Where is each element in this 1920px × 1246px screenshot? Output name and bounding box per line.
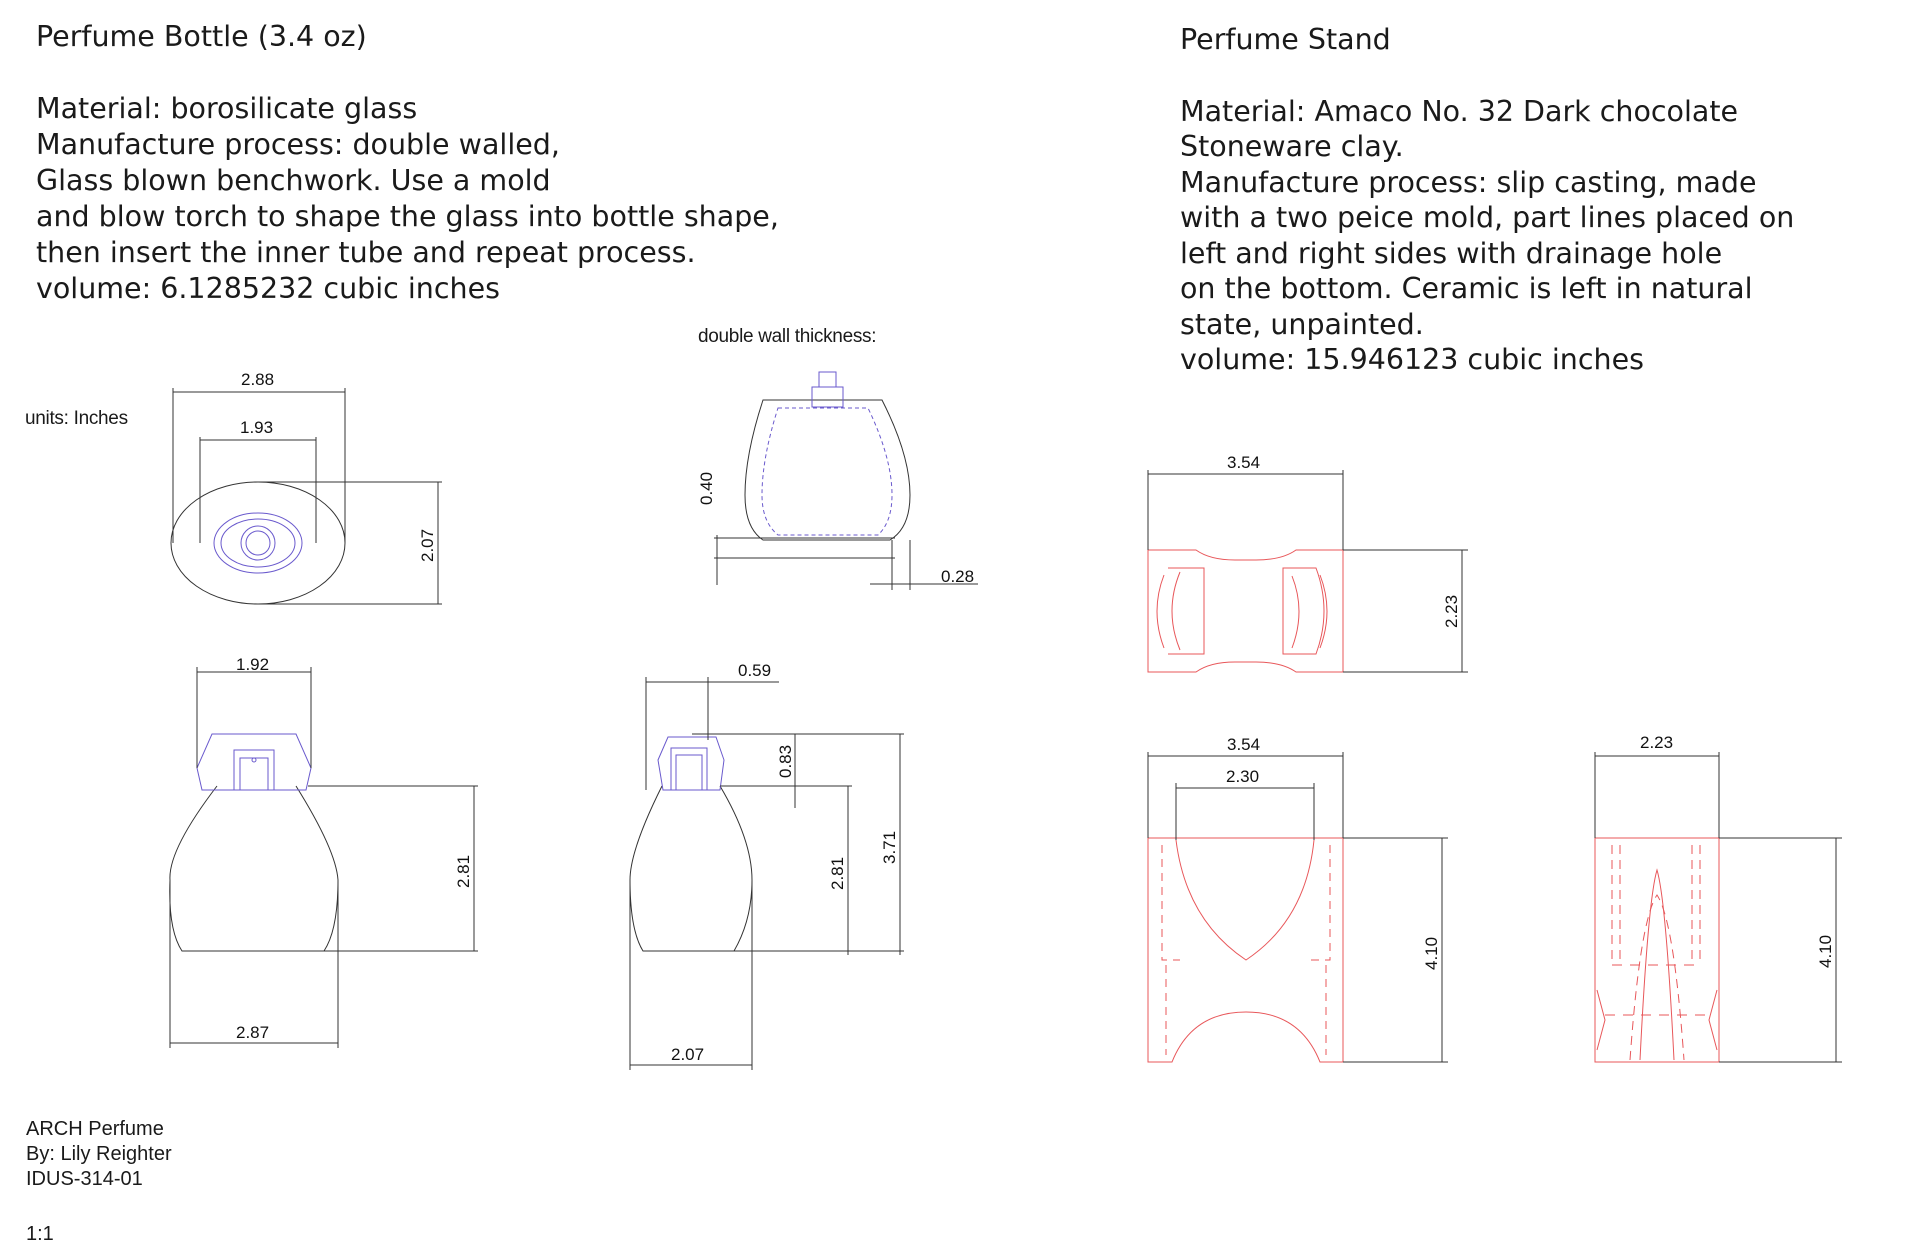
dim-stand-front-height: 4.10 [1422, 936, 1441, 970]
author-name: By: Lily Reighter [26, 1143, 172, 1165]
bottle-spec-line: and blow torch to shape the glass into bottle shape, [36, 200, 779, 233]
bottle-spec-line: Material: borosilicate glass [36, 92, 418, 125]
bottle-spec-line: Manufacture process: double walled, [36, 128, 560, 161]
course-code: IDUS-314-01 [26, 1168, 143, 1190]
dim-top-width-outer: 2.88 [241, 370, 275, 389]
bottle-section-view [714, 372, 978, 590]
stand-spec-line: on the bottom. Ceramic is left in natural [1180, 272, 1753, 305]
dim-front-body-height: 2.81 [454, 854, 473, 888]
bottle-spec-line: Glass blown benchwork. Use a mold [36, 164, 551, 197]
dim-stand-front-width: 3.54 [1227, 735, 1261, 754]
dim-side-cap-height: 0.83 [776, 744, 795, 778]
stand-spec-line: left and right sides with drainage hole [1180, 236, 1723, 270]
dim-stand-arch-width: 2.30 [1226, 767, 1260, 786]
title-block [26, 1117, 172, 1192]
bottle-spec-line: then insert the inner tube and repeat process. [36, 236, 696, 269]
bottle-front-view [170, 667, 478, 1048]
scale-label: 1:1 [26, 1223, 54, 1245]
stand-spec-line: Material: Amaco No. 32 Dark chocolate [1180, 94, 1739, 128]
dim-stand-side-width: 2.23 [1640, 733, 1674, 752]
stand-spec-line: Stoneware clay. [1180, 130, 1404, 163]
dim-front-body-width: 2.87 [236, 1023, 270, 1042]
stand-side-view [1595, 752, 1842, 1062]
units-label: units: Inches [25, 408, 128, 429]
dim-side-total-height: 3.71 [880, 830, 899, 864]
dim-side-cap-width: 0.59 [738, 661, 772, 680]
dim-side-body-height: 2.81 [828, 856, 847, 890]
bottle-side-view [630, 677, 904, 1070]
dim-top-width-inner: 1.93 [240, 418, 274, 437]
stand-spec-line: with a two peice mold, part lines placed on [1180, 201, 1795, 234]
stand-volume: volume: 15.946123 cubic inches [1180, 343, 1644, 376]
project-name: ARCH Perfume [26, 1118, 164, 1140]
dim-wall-thickness: 0.28 [941, 567, 975, 586]
dim-stand-side-height: 4.10 [1816, 934, 1835, 968]
bottle-top-view [171, 388, 442, 604]
bottle-specification [36, 19, 779, 307]
stand-top-view [1148, 470, 1468, 672]
stand-spec-line: state, unpainted. [1180, 307, 1424, 341]
dim-front-cap-width: 1.92 [236, 655, 270, 674]
double-wall-label: double wall thickness: [698, 326, 877, 347]
dim-side-width: 2.07 [671, 1045, 705, 1064]
bottle-volume: volume: 6.1285232 cubic inches [36, 272, 500, 305]
dim-section-height: 0.40 [697, 471, 716, 505]
dim-top-depth: 2.07 [418, 528, 437, 562]
stand-specification [1180, 22, 1794, 378]
dim-stand-top-width: 3.54 [1227, 453, 1261, 472]
stand-spec-line: Manufacture process: slip casting, made [1180, 165, 1757, 199]
stand-title: Perfume Stand [1180, 23, 1391, 56]
bottle-title: Perfume Bottle (3.4 oz) [36, 20, 367, 53]
dim-stand-top-depth: 2.23 [1442, 594, 1461, 628]
stand-front-view [1148, 752, 1448, 1062]
